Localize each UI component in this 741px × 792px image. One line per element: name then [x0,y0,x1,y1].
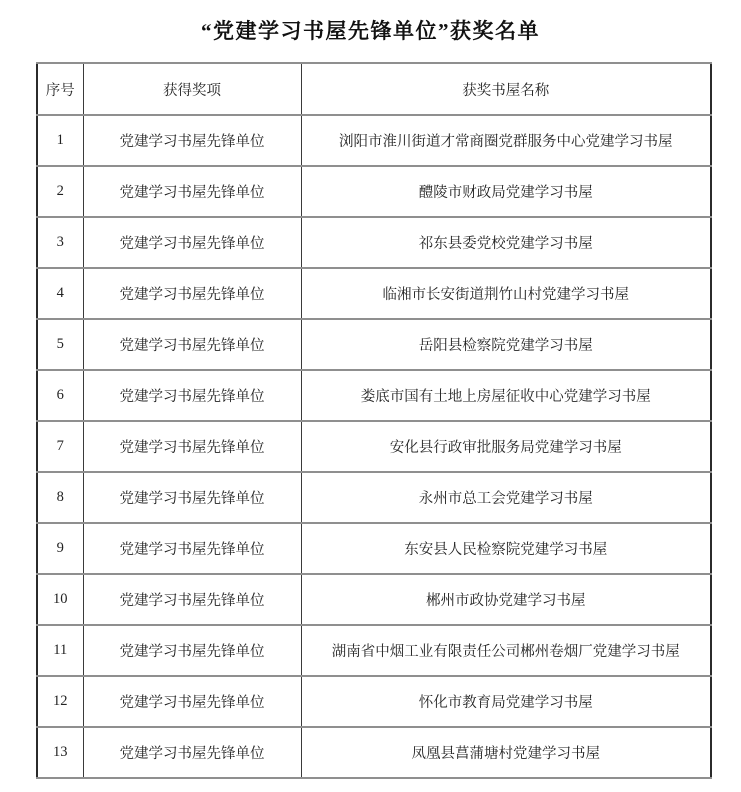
page-title: “党建学习书屋先锋单位”获奖名单 [201,19,540,43]
name-cell: 安化县行政审批服务局党建学习书屋 [301,421,711,472]
row-number-cell: 7 [37,421,83,472]
award-table-body [37,115,711,778]
name-cell: 凤凰县菖蒲塘村党建学习书屋 [301,727,711,778]
award-cell: 党建学习书屋先锋单位 [83,472,301,523]
name-cell: 湖南省中烟工业有限责任公司郴州卷烟厂党建学习书屋 [301,625,711,676]
row-number-cell: 13 [37,727,83,778]
table-row [37,421,711,472]
table-row [37,166,711,217]
award-cell: 党建学习书屋先锋单位 [83,676,301,727]
table-row [37,727,711,778]
name-cell: 祁东县委党校党建学习书屋 [301,217,711,268]
award-cell: 党建学习书屋先锋单位 [83,523,301,574]
table-row [37,472,711,523]
award-cell: 党建学习书屋先锋单位 [83,115,301,166]
row-number-cell: 6 [37,370,83,421]
row-number-cell: 1 [37,115,83,166]
award-cell: 党建学习书屋先锋单位 [83,166,301,217]
award-table-header [37,63,711,115]
table-row [37,523,711,574]
award-cell: 党建学习书屋先锋单位 [83,727,301,778]
table-row [37,676,711,727]
name-cell: 娄底市国有土地上房屋征收中心党建学习书屋 [301,370,711,421]
header-cell-no: 序号 [37,63,83,115]
table-row [37,370,711,421]
row-number-cell: 5 [37,319,83,370]
row-number-cell: 2 [37,166,83,217]
name-cell: 永州市总工会党建学习书屋 [301,472,711,523]
header-cell-name: 获奖书屋名称 [301,63,711,115]
row-number-cell: 8 [37,472,83,523]
award-table [36,62,712,779]
row-number-cell: 12 [37,676,83,727]
table-row [37,268,711,319]
award-cell: 党建学习书屋先锋单位 [83,421,301,472]
name-cell: 东安县人民检察院党建学习书屋 [301,523,711,574]
table-row [37,217,711,268]
name-cell: 醴陵市财政局党建学习书屋 [301,166,711,217]
row-number-cell: 11 [37,625,83,676]
table-row [37,115,711,166]
name-cell: 岳阳县检察院党建学习书屋 [301,319,711,370]
award-cell: 党建学习书屋先锋单位 [83,268,301,319]
award-cell: 党建学习书屋先锋单位 [83,574,301,625]
table-row [37,625,711,676]
award-cell: 党建学习书屋先锋单位 [83,319,301,370]
header-row [37,63,711,115]
table-row [37,574,711,625]
award-cell: 党建学习书屋先锋单位 [83,370,301,421]
row-number-cell: 3 [37,217,83,268]
name-cell: 郴州市政协党建学习书屋 [301,574,711,625]
award-cell: 党建学习书屋先锋单位 [83,217,301,268]
name-cell: 怀化市教育局党建学习书屋 [301,676,711,727]
row-number-cell: 4 [37,268,83,319]
row-number-cell: 9 [37,523,83,574]
award-cell: 党建学习书屋先锋单位 [83,625,301,676]
header-cell-award: 获得奖项 [83,63,301,115]
name-cell: 临湘市长安街道荆竹山村党建学习书屋 [301,268,711,319]
row-number-cell: 10 [37,574,83,625]
name-cell: 浏阳市淮川街道才常商圈党群服务中心党建学习书屋 [301,115,711,166]
table-row [37,319,711,370]
